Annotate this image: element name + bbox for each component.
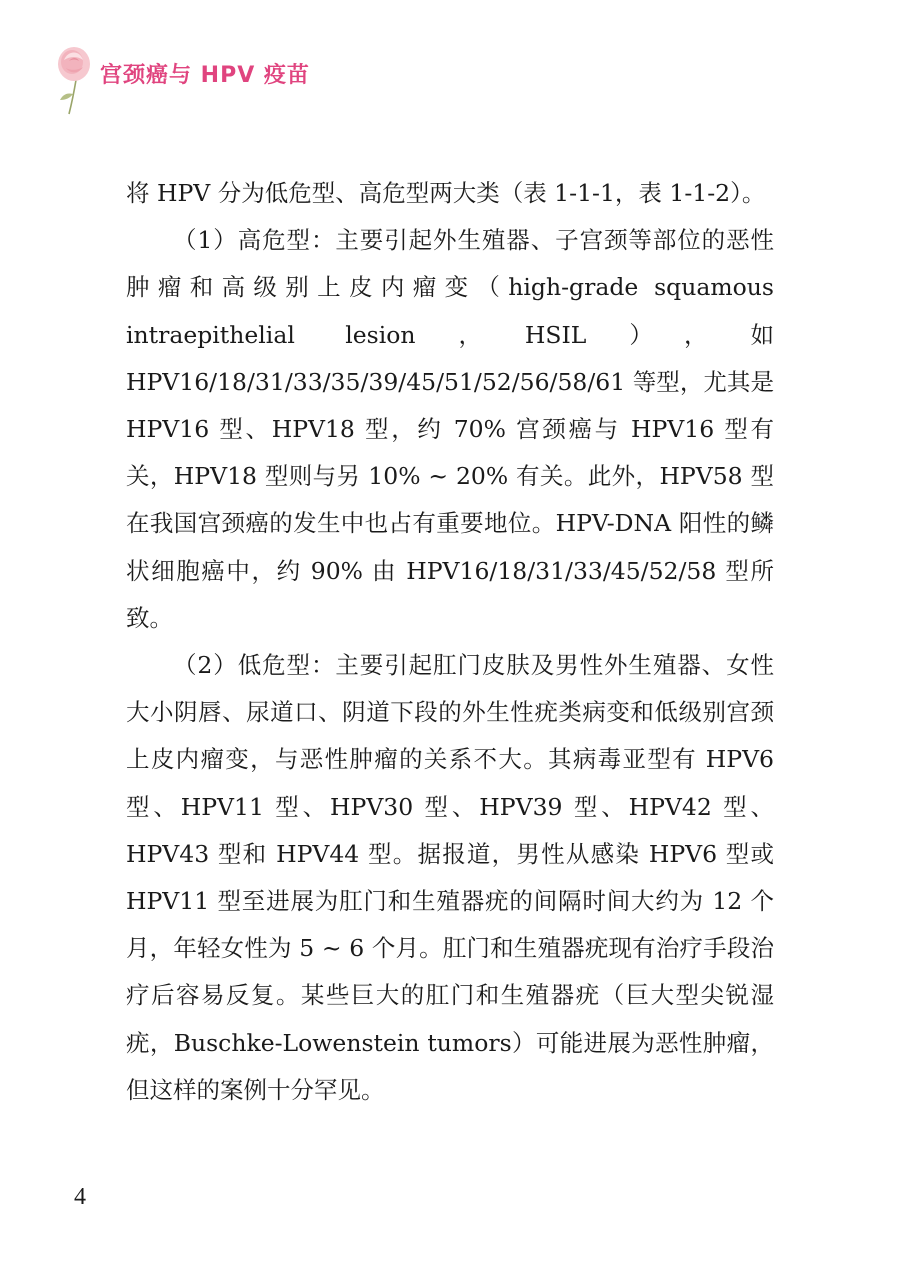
paragraph-intro: 将 HPV 分为低危型、高危型两大类（表 1-1-1，表 1-1-2）。	[126, 179, 766, 207]
header-title: 宫颈癌与 HPV 疫苗	[100, 63, 310, 88]
running-header	[52, 40, 452, 120]
rose-icon	[52, 40, 96, 116]
paragraph-high-risk: （1）高危型：主要引起外生殖器、子宫颈等部位的恶性肿瘤和高级别上皮内瘤变（high-grade squamous intraepithelial lesion，HSIL），如HPV16/18/31/33/35/39/45/51/52/56/58/61 等型，尤其是 HPV16 型、HPV18 型，约 70% 宫颈癌与 HPV16 型有关，HPV18 型则与另 10% ~ 20% 有关。此外，HPV58 型在我国宫颈癌的发生中也占有重要地位。HPV-DNA 阳性的鳞状细胞癌中，约 90% 由 HPV16/18/31/33/45/52/58 型所致。	[126, 226, 774, 632]
body-text	[126, 170, 774, 1114]
page-number: 4	[74, 1184, 86, 1210]
paragraph-low-risk: （2）低危型：主要引起肛门皮肤及男性外生殖器、女性大小阴唇、尿道口、阴道下段的外生性疣类病变和低级别宫颈上皮内瘤变，与恶性肿瘤的关系不大。其病毒亚型有 HPV6 型、HPV11 型、HPV30 型、HPV39 型、HPV42 型、HPV43 型和 HPV44 型。据报道，男性从感染 HPV6 型或 HPV11 型至进展为肛门和生殖器疣的间隔时间大约为 12 个月，年轻女性为 5 ~ 6 个月。肛门和生殖器疣现有治疗手段治疗后容易反复。某些巨大的肛门和生殖器疣（巨大型尖锐湿疣，Buschke-Lowenstein tumors）可能进展为恶性肿瘤，但这样的案例十分罕见。	[126, 651, 774, 1104]
